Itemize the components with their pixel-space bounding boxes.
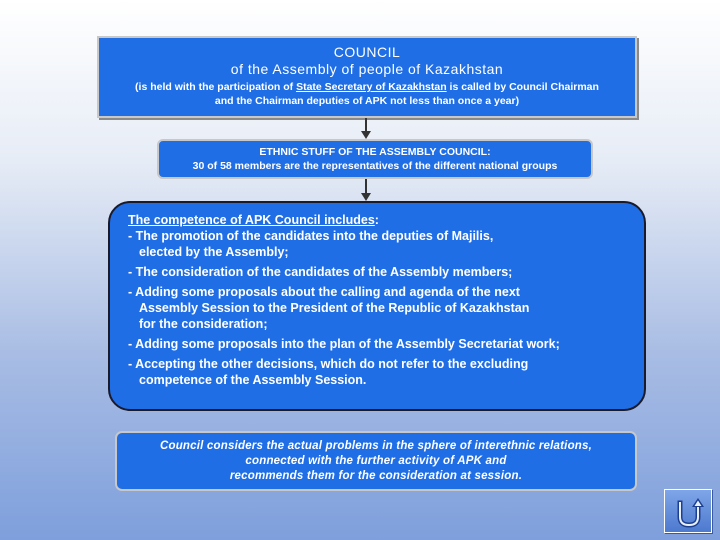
ethnic-line2: 30 of 58 members are the representatives of the different national groups [192,160,558,172]
competence-item-line: for the consideration; [139,317,268,331]
competence-item-line: - Adding some proposals about the calling and agenda of the next [128,285,520,299]
council-note-line2: and the Chairman deputies of APK not less than once a year) [214,95,520,107]
competence-item-line: elected by the Assembly; [139,245,289,259]
council-note-prefix: (is held with the participation of [135,81,297,93]
council-subtitle: of the Assembly of people of Kazakhstan [230,61,504,77]
council-considers-box [115,431,637,491]
considers-line1: Council considers the actual problems in the sphere of interethnic relations, [159,440,593,452]
considers-line3: recommends them for the consideration at session. [229,470,523,482]
return-nav-button[interactable] [664,489,712,533]
competence-item-line: Assembly Session to the President of the Republic of Kazakhstan [139,301,530,315]
arrow-ethnic-to-competence [361,179,371,201]
competence-item [128,336,634,352]
council-note-link: State Secretary of Kazakhstan [296,81,447,93]
council-title: COUNCIL [333,44,401,60]
competence-item-line: - The consideration of the candidates of the Assembly members; [128,265,513,279]
considers-line2: connected with the further activity of APK and [245,455,507,467]
ethnic-staff-box [157,139,593,179]
u-turn-return-icon [671,495,707,529]
competence-item-line: competence of the Assembly Session. [139,373,367,387]
competence-item [128,264,634,280]
competence-item [128,356,634,388]
competence-item [128,284,634,332]
council-note-suffix: is called by Council Chairman [446,81,599,93]
competence-item-line: - The promotion of the candidates into the deputies of Majilis, [128,229,494,243]
competence-heading-colon: : [374,213,379,227]
arrow-council-to-ethnic [361,118,371,139]
competence-heading [128,212,634,228]
competence-heading-text: The competence of APK Council includes [128,213,375,227]
competence-box [108,201,646,411]
competence-item-line: - Adding some proposals into the plan of the Assembly Secretariat work; [128,337,560,351]
ethnic-line1: ETHNIC STUFF OF THE ASSEMBLY COUNCIL: [259,146,491,158]
competence-item-line: - Accepting the other decisions, which do not refer to the excluding [128,357,529,371]
competence-item [128,228,634,260]
council-note [99,80,635,108]
council-box [97,36,637,118]
